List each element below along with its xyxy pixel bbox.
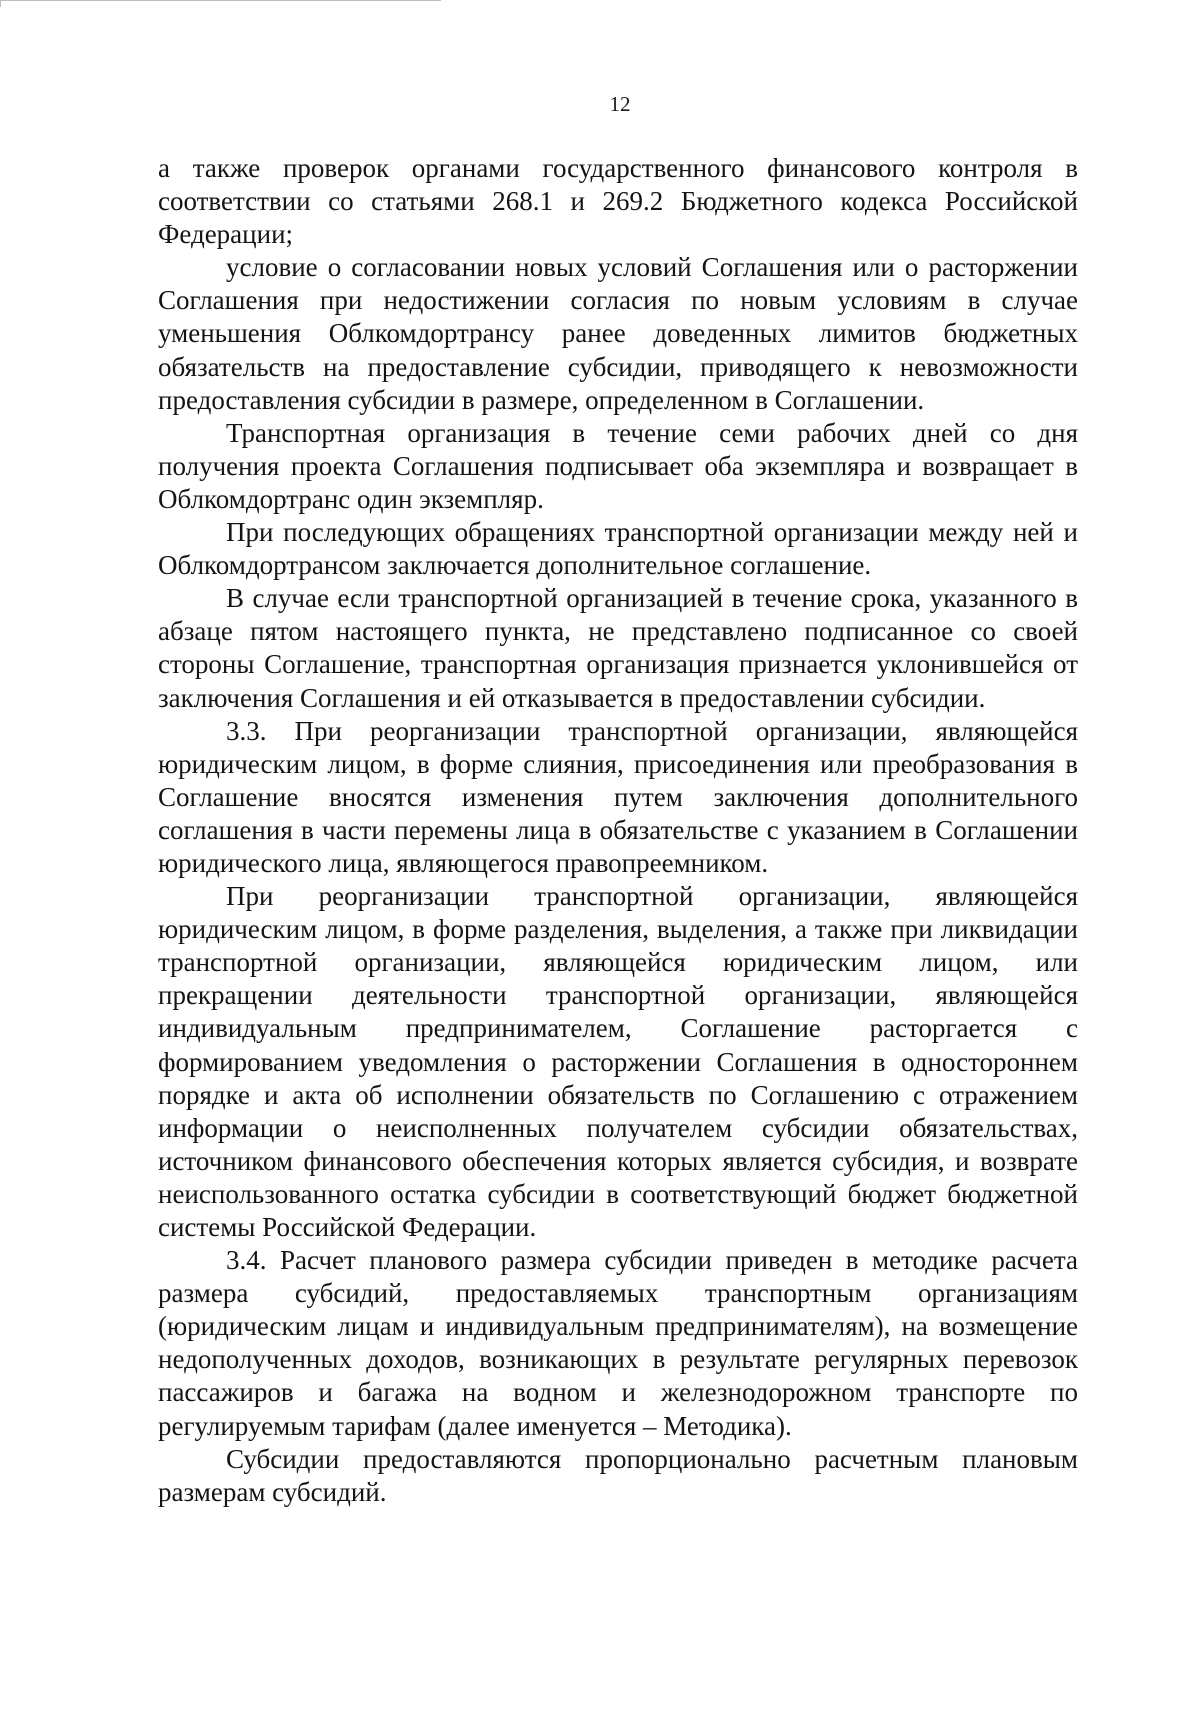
- scan-edge-line: [0, 0, 441, 7]
- page-number: 12: [609, 92, 631, 116]
- paragraph-8: 3.4. Расчет планового размера субсидии приведен в методике расчета размера субсидий, предоставляемых транспортным организациям (юридическим лицам и индивидуальным предпринимателям), на возмещение недополученных доходов, возникающих в результате регулярных перевозок пассажиров и багажа на водном и железнодорожном транспорте по регулируемым тарифам (далее именуется – Методика).: [158, 1245, 1078, 1441]
- paragraph-1: а также проверок органами государственного финансового контроля в соответствии со статьями 268.1 и 269.2 Бюджетного кодекса Российской Федерации;: [158, 153, 1078, 250]
- paragraph-2: условие о согласовании новых условий Соглашения или о расторжении Соглашения при недостижении согласия по новым условиям в случае уменьшения Облкомдортрансу ранее доведенных лимитов бюджетных обязательств на предоставление субсидии, приводящего к невозможности предоставления субсидии в размере, определенном в Соглашении.: [158, 252, 1078, 415]
- paragraph-4: При последующих обращениях транспортной организации между ней и Облкомдортрансом заключается дополнительное соглашение.: [158, 517, 1078, 581]
- paragraph-3: Транспортная организация в течение семи рабочих дней со дня получения проекта Соглашения подписывает оба экземпляра и возвращает в Облкомдортранс один экземпляр.: [158, 417, 1078, 514]
- paragraph-7: При реорганизации транспортной организации, являющейся юридическим лицом, в форме разделения, выделения, а также при ликвидации транспортной организации, являющейся юридическим лицом, или прекращении деятельности транспортной организации, являющейся индивидуальным предпринимателем, Соглашение расторгается с формированием уведомления о расторжении Соглашения в одностороннем порядке и акта об исполнении обязательств по Соглашению с отражением информации о неисполненных получателем субсидии обязательствах, источником финансового обеспечения которых является субсидия, и возврате неиспользованного остатка субсидии в соответствующий бюджет бюджетной системы Российской Федерации.: [158, 881, 1078, 1242]
- paragraph-9: Субсидии предоставляются пропорционально расчетным плановым размерам субсидий.: [158, 1443, 1078, 1507]
- paragraph-5: В случае если транспортной организацией в течение срока, указанного в абзаце пятом настоящего пункта, не представлено подписанное со своей стороны Соглашение, транспортная организация признается уклонившейся от заключения Соглашения и ей отказывается в предоставлении субсидии.: [158, 583, 1078, 713]
- paragraph-6: 3.3. При реорганизации транспортной организации, являющейся юридическим лицом, в форме слияния, присоединения или преобразования в Соглашение вносятся изменения путем заключения дополнительного соглашения в части перемены лица в обязательстве с указанием в Соглашении юридического лица, являющегося правопреемником.: [158, 715, 1078, 878]
- document-body: [158, 152, 1078, 1509]
